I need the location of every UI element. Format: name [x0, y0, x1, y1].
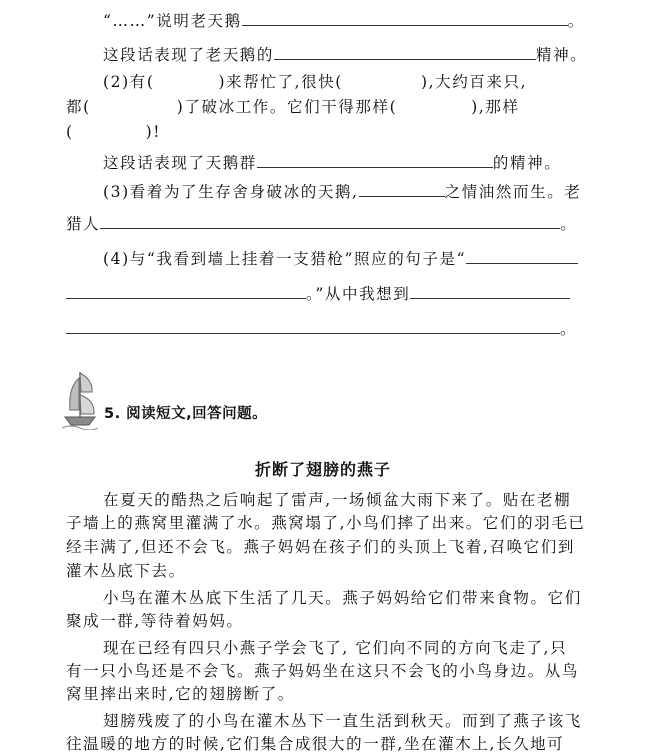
q4-line-2-end: 精神。 — [536, 46, 588, 64]
sailboat-icon — [62, 368, 98, 430]
story-line: 灌木丛底下去。 — [66, 562, 186, 580]
q4-line-7-a: (3)看着为了生存舍身破冰的天鹅, — [103, 183, 359, 201]
answer-blank[interactable] — [274, 45, 536, 60]
q4-line-7-b: 之情油然而生。老 — [444, 183, 582, 201]
answer-blank[interactable] — [359, 182, 445, 197]
section-5-heading: 5. 阅读短文,回答问题。 — [104, 406, 268, 422]
story-line: 聚成一群,等待着妈妈。 — [66, 612, 244, 630]
q4-line-4-c: ),那样 — [471, 98, 520, 116]
q4-line-5-b: )! — [145, 123, 162, 141]
q4-line-10 — [66, 283, 570, 305]
q4-line-1 — [103, 10, 585, 32]
q4-line-7 — [103, 181, 581, 203]
story-line: 有一只小鸟还是不会飞。燕子妈妈坐在这只不会飞的小鸟身边。从鸟 — [66, 662, 580, 680]
answer-blank[interactable] — [466, 249, 578, 264]
q4-line-4-b: )了破冰工作。它们干得那样( — [176, 98, 398, 116]
story-line: 在夏天的酷热之后响起了雷声,一场倾盆大雨下来了。贴在老棚 — [103, 491, 572, 509]
q4-line-5-a: ( — [66, 123, 74, 141]
q4-line-2 — [103, 44, 587, 66]
answer-blank[interactable] — [410, 284, 570, 299]
answer-blank[interactable] — [257, 153, 493, 168]
story-line: 小鸟在灌木丛底下生活了几天。燕子妈妈给它们带来食物。它们 — [103, 589, 582, 607]
story-line: 子墙上的燕窝里灌满了水。燕窝塌了,小鸟们摔了出来。它们的羽毛已 — [66, 514, 586, 532]
story-line: 窝里摔出来时,它的翅膀断了。 — [66, 685, 295, 703]
q4-line-5 — [66, 121, 161, 143]
q4-line-3-a: (2)有( — [103, 73, 155, 91]
q4-line-9 — [103, 248, 578, 270]
answer-blank[interactable] — [242, 11, 568, 26]
q4-line-8-end: 。 — [560, 215, 578, 233]
q4-line-8-text: 猎人 — [66, 215, 101, 233]
answer-blank[interactable] — [66, 284, 306, 299]
story-line: 往温暖的地方的时候,它们集合成很大的一群,坐在灌木上,长久地可 — [66, 735, 565, 753]
story-title: 折断了翅膀的燕子 — [254, 460, 391, 479]
q4-line-8 — [66, 213, 577, 235]
q4-line-3 — [103, 71, 527, 93]
q4-line-11 — [66, 318, 577, 340]
q4-line-10-mid: 。”从中我想到 — [306, 285, 411, 303]
q4-line-1-end: 。 — [567, 12, 585, 30]
q4-line-6 — [103, 152, 561, 174]
q4-line-1-text: “……”说明老天鹅 — [103, 12, 242, 30]
q4-line-3-c: ),大约百来只, — [420, 73, 528, 91]
q4-line-11-end: 。 — [560, 320, 578, 338]
answer-blank[interactable] — [100, 214, 560, 229]
q4-line-3-b: )来帮忙了,很快( — [218, 73, 343, 91]
story-line: 经丰满了,但还不会飞。燕子妈妈在孩子们的头顶上飞着,召唤它们到 — [66, 538, 575, 556]
q4-line-4 — [66, 96, 520, 118]
q4-line-6-end: 的精神。 — [492, 154, 562, 172]
q4-line-9-text: (4)与“我看到墙上挂着一支猎枪”照应的句子是“ — [103, 250, 467, 268]
q4-line-6-text: 这段话表现了天鹅群 — [103, 154, 257, 172]
story-line: 现在已经有四只小燕子学会飞了, 它们向不同的方向飞走了,只 — [103, 639, 568, 657]
q4-line-4-a: 都( — [66, 98, 91, 116]
story-line: 翅膀残废了的小鸟在灌木丛下一直生活到秋天。而到了燕子该飞 — [103, 712, 582, 730]
q4-line-2-text: 这段话表现了老天鹅的 — [103, 46, 275, 64]
answer-blank[interactable] — [66, 319, 560, 334]
